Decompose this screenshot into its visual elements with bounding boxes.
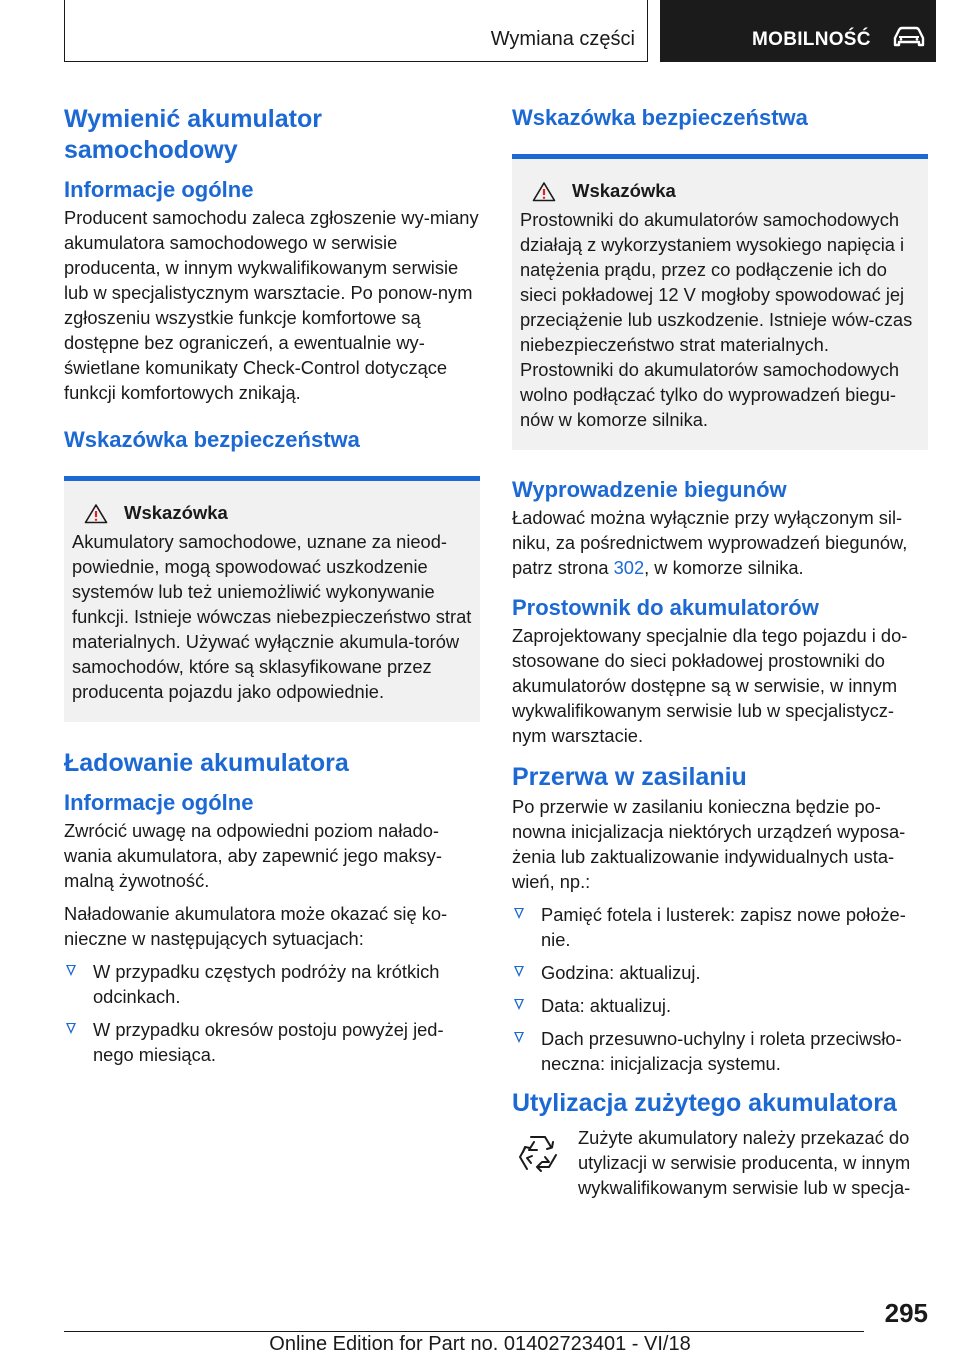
heading-general-info: Informacje ogólne [64,177,254,202]
paragraph-pole-terminals: Ładować można wyłącznie przy wyłączonym sil-niku, za pośrednictwem wyprowadzeń biegunów, patrz strona 302, w komorze silnika. [512,507,908,578]
header-section-title: Wymiana części [490,28,635,50]
warning-text: Prostowniki do akumulatorów samochodowych działają z wykorzystaniem wysokiego napięcia i natężenia prądu, przez co podłączenie ich do sieci pokładowej 12 V mogłoby spowodować jej przeciążenie lub uszkodzenie. Istnieje wów-czas niebezpieczeństwo strat materialnych. Prostowniki do akumulatorów samochodowych wolno podłączać tylko do wyprowadzeń biegu-nów w komorze silnika. [520,209,913,430]
warning-text: Akumulatory samochodowe, uznane za nieod-powiednie, mogą spowodować uszkodzenie systemów lub też uniemożliwić wykonywanie funkcji. Istnieje wówczas niebezpieczeństwo strat materialnych. Używać wyłącznie akumula-torów samochodów, które są sklasyfikowane przez producenta pojazdu jako odpowiednie. [72,531,472,702]
list-item: W przypadku częstych podróży na krótkich odcinkach. [64,959,480,1009]
left-column [64,100,480,1067]
reinit-list [512,902,928,1076]
bullet-triangle-icon [66,1023,76,1034]
paragraph-charge-level: Zwrócić uwagę na odpowiedni poziom nałado-wania akumulatora, aby zapewnić jego maksy-malną żywotność. [64,820,442,891]
footer-edition: Online Edition for Part no. 01402723401 - VI/18 [269,1333,691,1355]
heading-pole-terminals: Wyprowadzenie biegunów [512,477,787,502]
warning-title [520,179,920,203]
bullet-triangle-icon [514,908,524,919]
list-item: Data: aktualizuj. [512,993,928,1018]
heading-power-outage: Przerwa w zasilaniu [512,763,747,791]
heading-safety-note: Wskazówka bezpieczeństwa [64,427,360,452]
heading-general-info-2: Informacje ogólne [64,790,254,815]
car-icon [892,26,926,48]
heading-battery-disposal: Utylizacja zużytego akumulatora [512,1089,897,1117]
heading-charging-battery: Ładowanie akumulatora [64,749,349,777]
heading-replace-battery: Wymienić akumulator samochodowy [64,105,322,164]
bullet-triangle-icon [66,965,76,976]
bullet-triangle-icon [514,1032,524,1043]
warning-title-text: Wskazówka [572,180,676,201]
list-item: W przypadku okresów postoju powyżej jed-nego miesiąca. [64,1017,480,1067]
header-category-box [660,0,936,62]
paragraph-general-info: Producent samochodu zaleca zgłoszenie wy-miany akumulatora samochodowego w serwisie producenta, w innym wykwalifikowanym serwisie lub w specjalistycznym warsztacie. Po ponow-nym zgłoszeniu wszystkie funkcje komfortowe są dostępne bez ograniczeń, a ewentualnie wy-świetlane komunikaty Check-Control dotyczące funkcji komfortowych znikają. [64,207,479,403]
right-column [512,100,928,1200]
warning-box-2 [512,154,928,450]
warning-triangle-icon [84,503,108,524]
list-item: Godzina: aktualizuj. [512,960,928,985]
paragraph-power-outage: Po przerwie w zasilaniu konieczna będzie po-nowna inicjalizacja niektórych urządzeń wyposa-żenia lub zaktualizowanie indywidualnych usta-wień, np.: [512,796,906,892]
header-section-box [64,0,648,62]
heading-battery-charger: Prostownik do akumulatorów [512,595,819,620]
list-item: Pamięć fotela i lusterek: zapisz nowe położe-nie. [512,902,928,952]
warning-triangle-icon [532,181,556,202]
page-number: 295 [884,1298,928,1328]
bullet-triangle-icon [514,999,524,1010]
recycling-icon [512,1129,564,1181]
paragraph-disposal: Zużyte akumulatory należy przekazać do utylizacji w serwisie producenta, w innym wykwalifikowanym serwisie lub w specja- [578,1127,911,1198]
disposal-row [512,1125,928,1200]
warning-title-text: Wskazówka [124,502,228,523]
paragraph-battery-charger: Zaprojektowany specjalnie dla tego pojazdu i do-stosowane do sieci pokładowej prostowniki do akumulatorów dostępne są w serwisie, w innym wykwalifikowanym serwisie lub w specjalistycz-nym warsztacie. [512,625,908,746]
heading-safety-note-2: Wskazówka bezpieczeństwa [512,105,808,130]
footer-divider [64,1331,864,1332]
warning-title [72,501,472,525]
charging-situations-list [64,959,480,1067]
paragraph-charge-situations: Naładowanie akumulatora może okazać się ko-nieczne w następujących sytuacjach: [64,903,448,949]
page-link-302[interactable]: 302 [613,557,645,578]
warning-box [64,476,480,722]
bullet-triangle-icon [514,966,524,977]
header-category-label: MOBILNOŚĆ [752,29,871,50]
list-item: Dach przesuwno-uchylny i roleta przeciwsło-neczna: inicjalizacja systemu. [512,1026,928,1076]
